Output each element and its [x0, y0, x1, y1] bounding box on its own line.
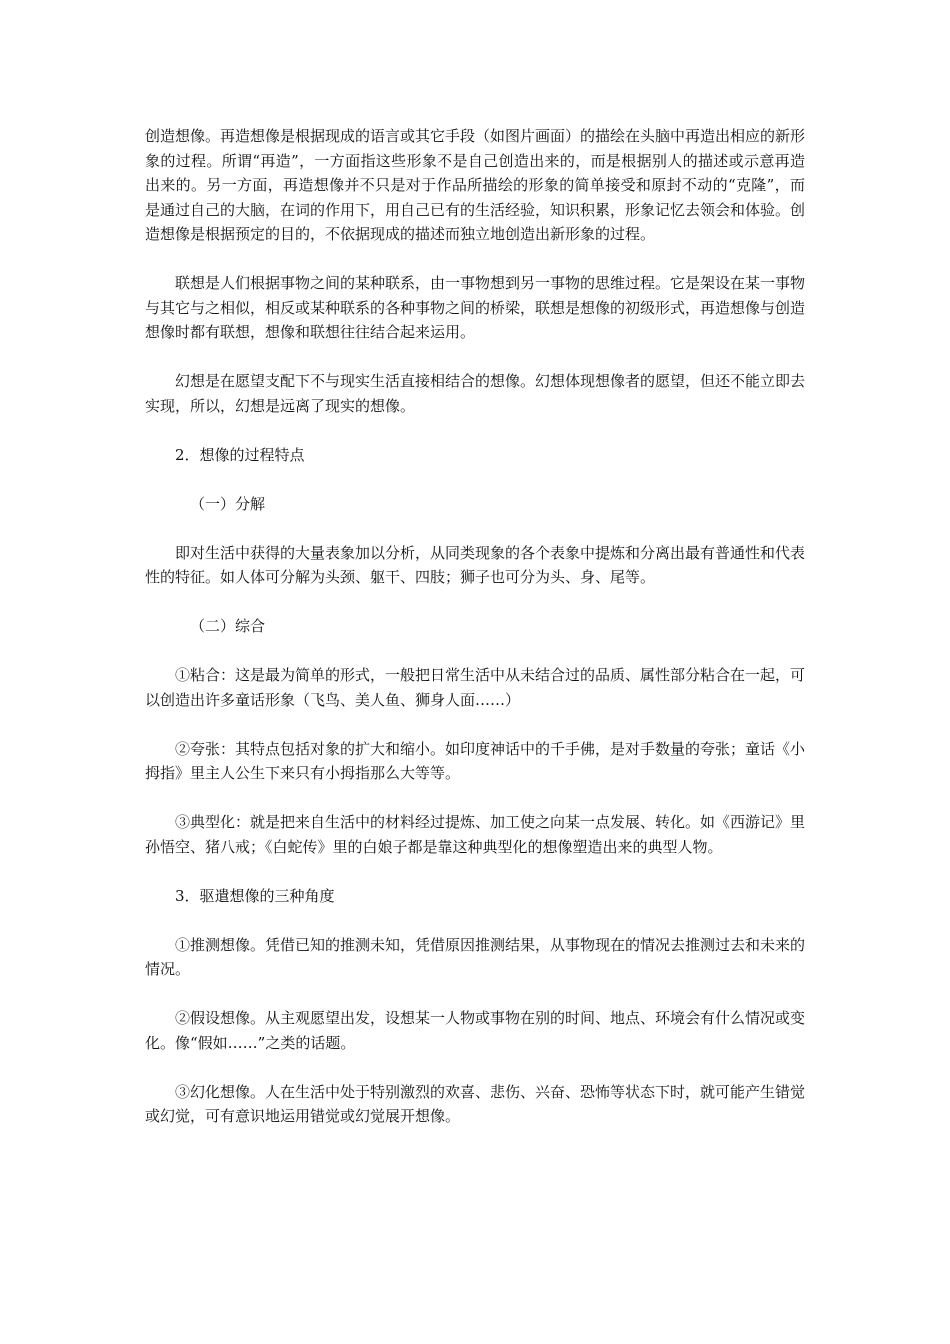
- subheading-decomposition: （一）分解: [190, 494, 266, 513]
- paragraph-fantasy: 幻想是在愿望支配下不与现实生活直接相结合的想像。幻想体现想像者的愿望，但还不能立即去实现，所以，幻想是远离了现实的想像。: [145, 372, 806, 415]
- paragraph-creative-imagination: 创造想像。再造想像是根据现成的语言或其它手段（如图片画面）的描绘在头脑中再造出相应的新形象的过程。所谓“再造”，一方面指这些形象不是自己创造出来的，而是根据别人的描述或示意再造出来的。另一方面，再造想像并不只是对于作品所描绘的形象的简单接受和原封不动的“克隆”，而是通过自己的大脑，在词的作用下，用自己已有的生活经验，知识积累，形象记忆去领会和体验。创造想像是根据预定的目的，不依据现成的描述而独立地创造出新形象的过程。: [145, 127, 806, 243]
- paragraph-hypothetical-imagination: ②假设想像。从主观愿望出发，设想某一人物或事物在别的时间、地点、环境会有什么情况或变化。像“假如……”之类的话题。: [145, 1009, 806, 1052]
- paragraph-association: 联想是人们根据事物之间的某种联系，由一事物想到另一事物的思维过程。它是架设在某一事物与其它与之相似，相反或某种联系的各种事物之间的桥梁，联想是想像的初级形式，再造想像与创造想像时都有联想，想像和联想往往结合起来运用。: [145, 274, 806, 341]
- paragraph-inferential-imagination: ①推测想像。凭借已知的推测未知，凭借原因推测结果，从事物现在的情况去推测过去和未来的情况。: [145, 935, 806, 978]
- paragraph-typification: ③典型化：就是把来自生活中的材料经过提炼、加工使之向某一点发展、转化。如《西游记》里孙悟空、猪八戒；《白蛇传》里的白娘子都是靠这种典型化的想像塑造出来的典型人物。: [145, 813, 806, 856]
- paragraph-decomposition: 即对生活中获得的大量表象加以分析，从同类现象的各个表象中提炼和分离出最有普通性和代表性的特征。如人体可分解为头颈、躯干、四肢；狮子也可分为头、身、尾等。: [145, 543, 806, 586]
- section-heading-three-angles: 3．驱遣想像的三种角度: [175, 886, 335, 905]
- section-heading-process-features: 2．想像的过程特点: [175, 445, 305, 464]
- subheading-synthesis: （二）综合: [190, 617, 266, 635]
- document-body: [145, 124, 805, 1153]
- paragraph-exaggeration: ②夸张：其特点包括对象的扩大和缩小。如印度神话中的千手佛，是对手数量的夸张；童话《小拇指》里主人公生下来只有小拇指那么大等等。: [145, 739, 806, 782]
- paragraph-agglutination: ①粘合：这是最为简单的形式，一般把日常生活中从未结合过的品质、属性部分粘合在一起，可以创造出许多童话形象（飞鸟、美人鱼、狮身人面……）: [145, 666, 806, 709]
- paragraph-illusory-imagination: ③幻化想像。人在生活中处于特别激烈的欢喜、悲伤、兴奋、恐怖等状态下时，就可能产生错觉或幻觉，可有意识地运用错觉或幻觉展开想像。: [145, 1082, 806, 1125]
